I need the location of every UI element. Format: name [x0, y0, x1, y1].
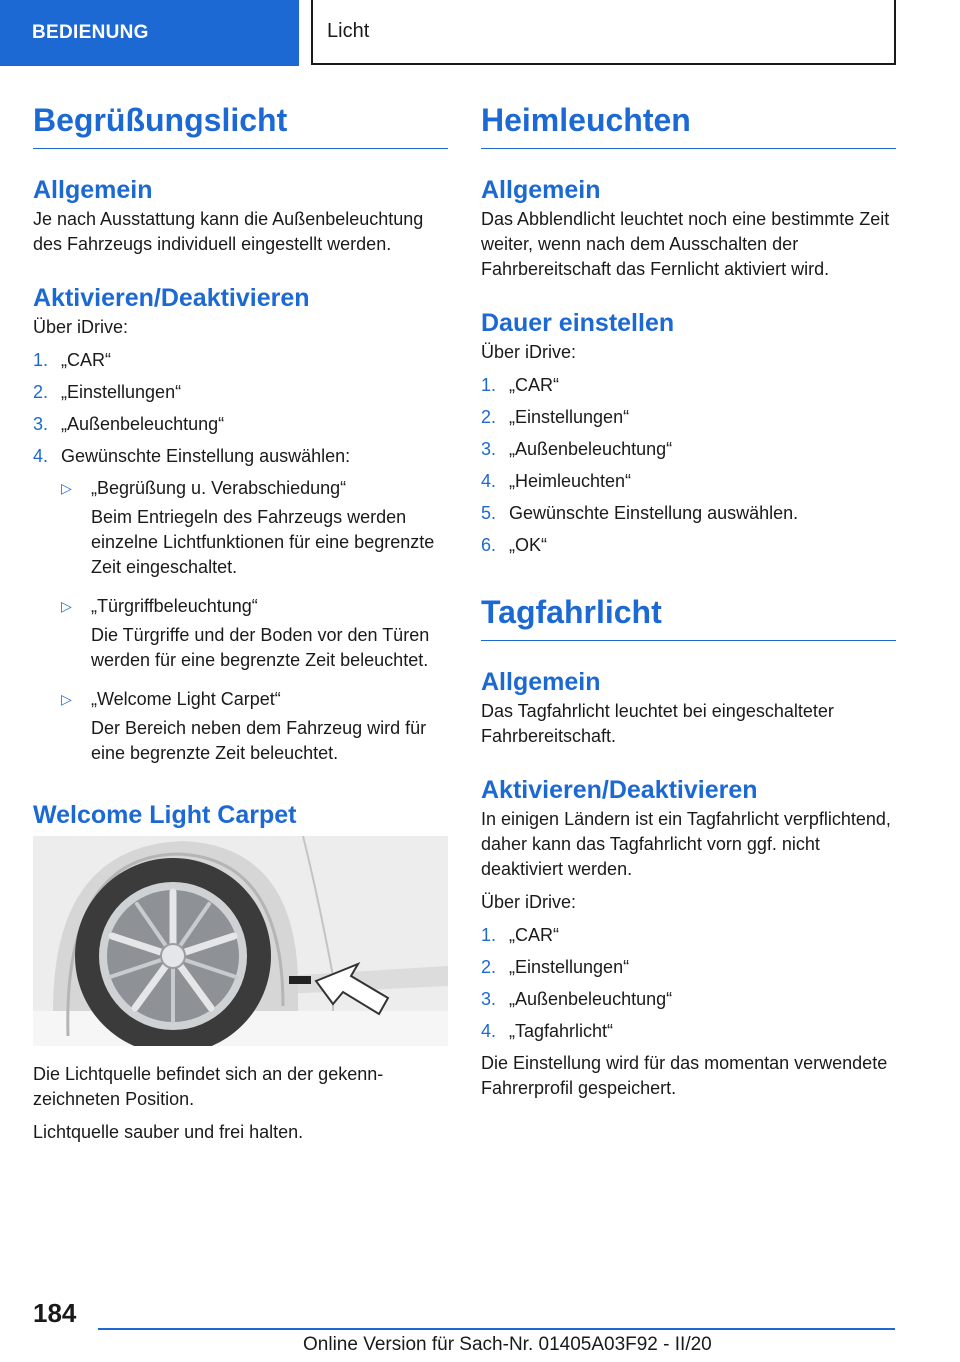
step-number: 3. [481, 989, 497, 1009]
step-number: 4. [481, 1021, 497, 1041]
idrive-intro: Über iDrive: [481, 892, 577, 912]
list-item [33, 380, 448, 405]
triangle-bullet-icon: ▷ [61, 691, 72, 707]
page-header [0, 0, 960, 66]
aktivieren-text: In einigen Ländern ist ein Tagfahrlicht verpflichtend, daher kann das Tagfahrlicht vorn ggf. nicht deaktiviert werden. [481, 809, 891, 879]
page-number: 184 [33, 1298, 77, 1328]
option-body [91, 594, 448, 677]
step-text: „Außenbeleuchtung“ [61, 414, 225, 434]
chapter-title: Licht [311, 0, 896, 65]
list-item [481, 923, 896, 948]
step-number: 3. [481, 439, 497, 459]
option-body [91, 687, 448, 770]
heading-welcome-light-carpet: Welcome Light Carpet [33, 801, 297, 829]
heading-allgemein: Allgemein [481, 176, 601, 204]
step-text: „CAR“ [509, 375, 559, 395]
step-text: „Heimleuchten“ [509, 471, 632, 491]
step-text: „Außenbeleuchtung“ [509, 989, 673, 1009]
footer-divider [98, 1328, 895, 1330]
list-item [33, 412, 448, 437]
step-text: „Tagfahrlicht“ [509, 1021, 614, 1041]
step-number: 3. [33, 414, 49, 434]
list-item [33, 348, 448, 373]
list-item [61, 687, 448, 770]
list-item [481, 405, 896, 430]
step-text: „Außenbeleuchtung“ [509, 439, 673, 459]
step-text: Gewünschte Einstellung auswählen. [509, 503, 799, 523]
heading-aktivieren: Aktivieren/Deaktivieren [481, 776, 758, 804]
title-heimleuchten: Heimleuchten [481, 100, 896, 149]
list-item [61, 594, 448, 677]
steps-list [481, 373, 896, 558]
option-desc: Der Bereich neben dem Fahrzeug wird für eine begrenzte Zeit beleuchtet. [91, 718, 427, 763]
options-list [33, 476, 448, 770]
step-number: 2. [481, 407, 497, 427]
triangle-bullet-icon: ▷ [61, 480, 72, 496]
option-body [91, 476, 448, 584]
step-text: „Einstellungen“ [509, 957, 630, 977]
step-number: 2. [33, 382, 49, 402]
car-wheel-illustration [33, 836, 448, 1046]
heading-dauer-einstellen: Dauer einstellen [481, 309, 675, 337]
carpet-text-2: Lichtquelle sauber und frei halten. [33, 1122, 304, 1142]
step-number: 4. [481, 471, 497, 491]
step-text: „Einstellungen“ [61, 382, 182, 402]
right-column [481, 100, 896, 1109]
list-item [481, 373, 896, 398]
title-begruessungslicht: Begrüßungslicht [33, 100, 448, 149]
step-text: „CAR“ [61, 350, 111, 370]
list-item [481, 469, 896, 494]
option-title: „Begrüßung u. Verabschiedung“ [91, 478, 347, 498]
step-text: „OK“ [509, 535, 547, 555]
carpet-text-1: Die Lichtquelle befindet sich an der gekennzeichneten Position. [33, 1064, 384, 1109]
option-title: „Türgriffbeleuchtung“ [91, 596, 258, 616]
allgemein-text: Das Abblendlicht leuchtet noch eine bestimmte Zeit weiter, wenn nach dem Ausschalten der Fahrbereitschaft das Fernlicht aktiviert wird. [481, 209, 890, 279]
profile-note: Die Einstellung wird für das momentan verwendete Fahrerprofil gespeichert. [481, 1053, 888, 1098]
option-desc: Beim Entriegeln des Fahrzeugs werden einzelne Lichtfunktionen für eine begrenzte Zeit eingeschaltet. [91, 507, 435, 577]
section-tab: BEDIENUNG [0, 0, 299, 66]
steps-list [33, 348, 448, 469]
list-item [481, 533, 896, 558]
steps-list [481, 923, 896, 1044]
step-number: 4. [33, 446, 49, 466]
left-column [33, 100, 448, 1153]
step-number: 1. [481, 925, 497, 945]
step-number: 1. [33, 350, 49, 370]
option-title: „Welcome Light Carpet“ [91, 689, 281, 709]
list-item [33, 444, 448, 469]
step-text: „CAR“ [509, 925, 559, 945]
allgemein-text: Das Tagfahrlicht leuchtet bei eingeschalteter Fahrbereitschaft. [481, 701, 834, 746]
list-item [481, 501, 896, 526]
step-number: 1. [481, 375, 497, 395]
list-item [481, 955, 896, 980]
step-number: 6. [481, 535, 497, 555]
list-item [61, 476, 448, 584]
title-tagfahrlicht: Tagfahrlicht [481, 592, 896, 641]
step-number: 5. [481, 503, 497, 523]
footer-text: Online Version für Sach-Nr. 01405A03F92 - II/20 [303, 1334, 712, 1355]
allgemein-text: Je nach Ausstattung kann die Außenbeleuchtung des Fahrzeugs individuell eingestellt werden. [33, 209, 424, 254]
step-text: „Einstellungen“ [509, 407, 630, 427]
list-item [481, 1019, 896, 1044]
heading-allgemein: Allgemein [481, 668, 601, 696]
triangle-bullet-icon: ▷ [61, 598, 72, 614]
idrive-intro: Über iDrive: [33, 317, 129, 337]
step-text: Gewünschte Einstellung auswählen: [61, 446, 351, 466]
option-desc: Die Türgriffe und der Boden vor den Türen werden für eine begrenzte Zeit beleuchtet. [91, 625, 430, 670]
idrive-intro: Über iDrive: [481, 342, 577, 362]
heading-allgemein: Allgemein [33, 176, 153, 204]
list-item [481, 987, 896, 1012]
car-wheel-image [33, 836, 448, 1046]
step-number: 2. [481, 957, 497, 977]
list-item [481, 437, 896, 462]
heading-aktivieren: Aktivieren/Deaktivieren [33, 284, 310, 312]
